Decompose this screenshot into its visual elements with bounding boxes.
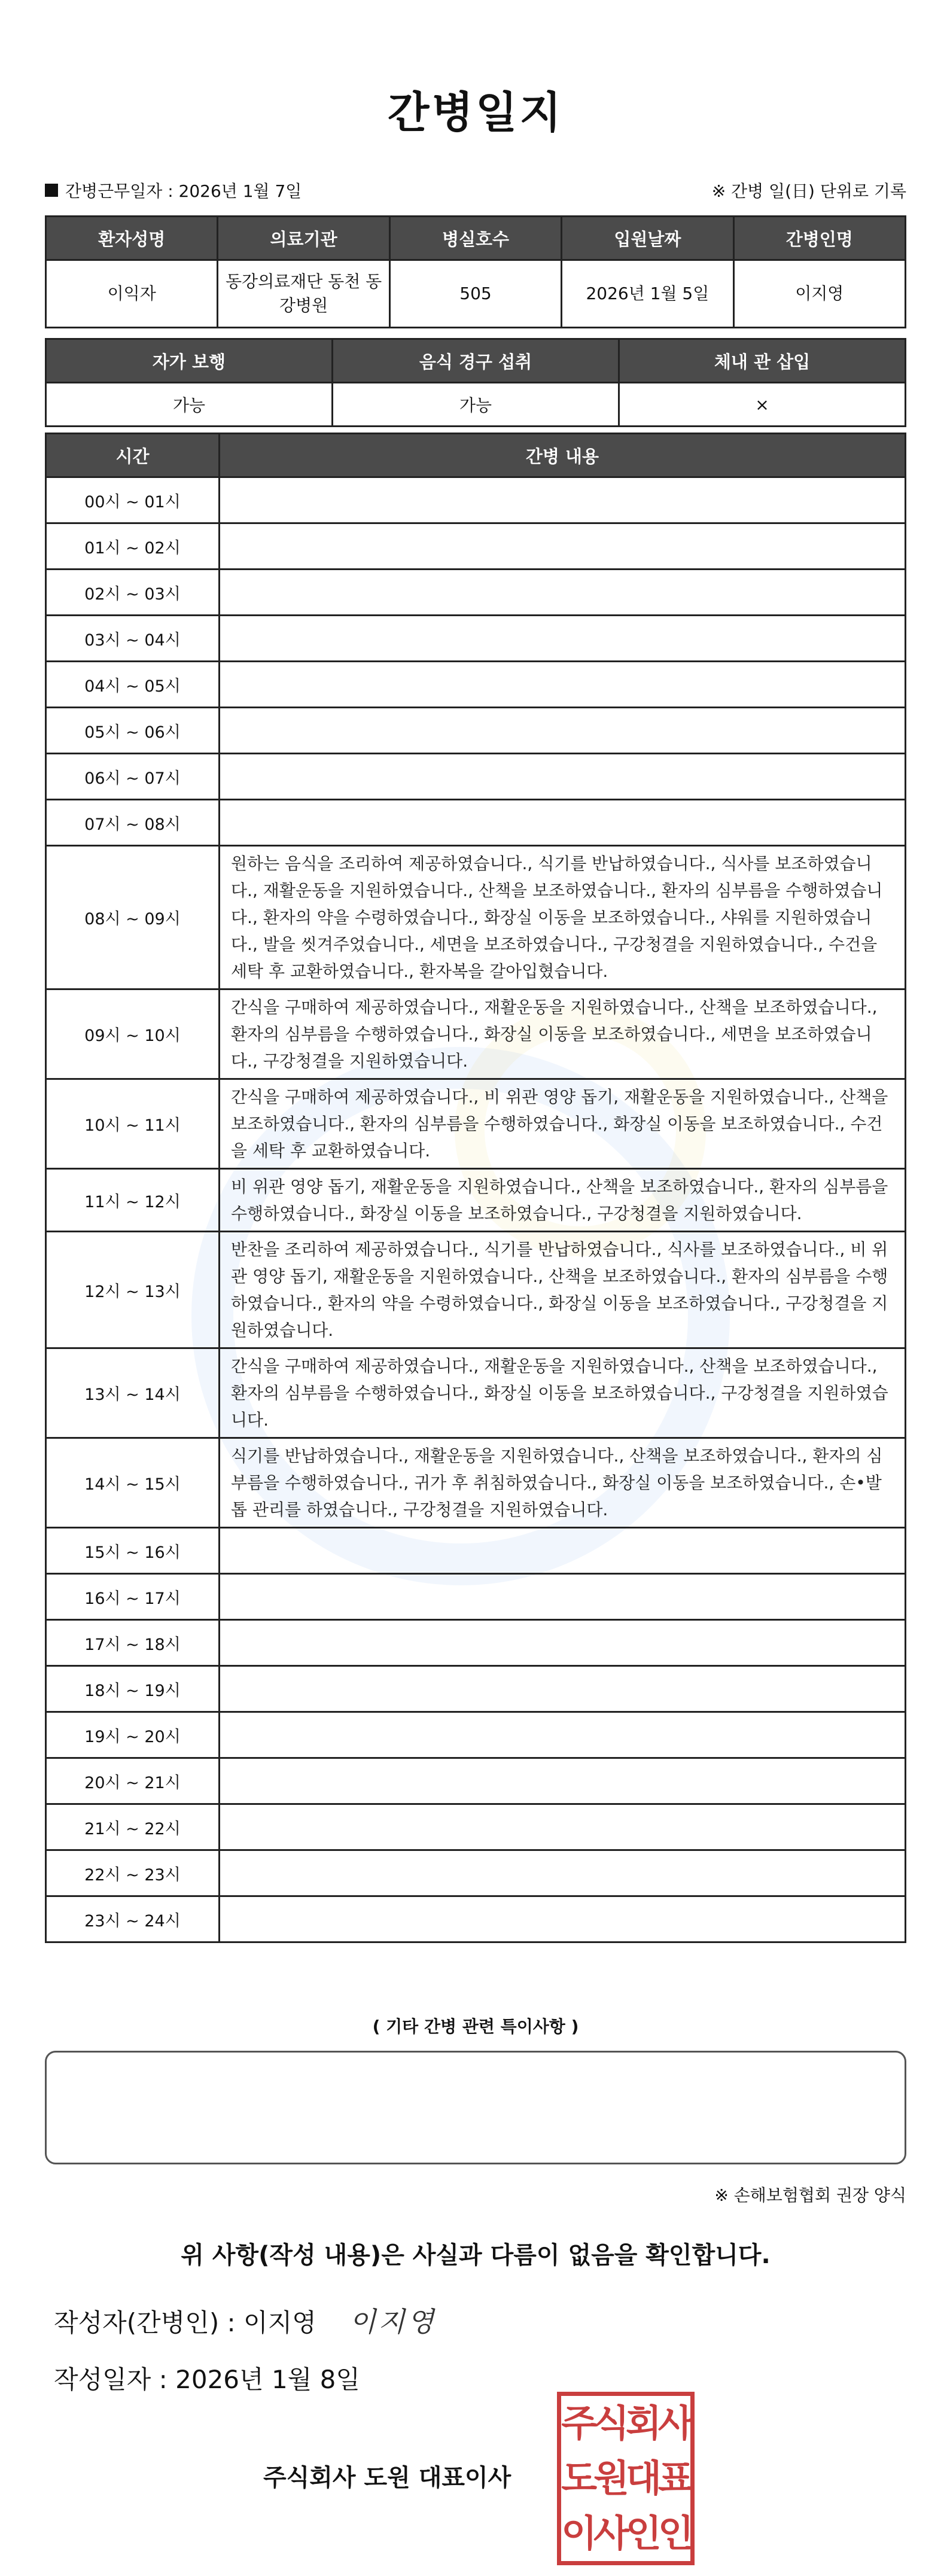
log-row — [46, 1169, 906, 1232]
header-admission-date: 입원날짜 — [562, 217, 733, 260]
recommendation-note: ※ 손해보험협회 권장 양식 — [714, 2185, 906, 2205]
log-time: 14시 ~ 15시 — [46, 1438, 220, 1528]
log-row — [46, 1620, 906, 1666]
log-time: 11시 ~ 12시 — [46, 1169, 220, 1232]
log-row — [46, 1758, 906, 1804]
log-time: 09시 ~ 10시 — [46, 989, 220, 1079]
log-row — [46, 1438, 906, 1528]
page-title: 간병일지 — [387, 87, 564, 138]
seal-line: 주식회사 — [561, 2401, 690, 2445]
log-time: 15시 ~ 16시 — [46, 1528, 220, 1574]
log-content — [220, 800, 906, 846]
log-time: 01시 ~ 02시 — [46, 523, 220, 570]
writer-line — [54, 2300, 436, 2340]
notes-title: ( 기타 간병 관련 특이사항 ) — [372, 2017, 579, 2036]
log-time: 03시 ~ 04시 — [46, 616, 220, 662]
log-row — [46, 800, 906, 846]
log-content: 비 위관 영양 돕기, 재활운동을 지원하였습니다., 산책을 보조하였습니다., 환자의 심부름을 수행하였습니다., 화장실 이동을 보조하였습니다., 구강청결을 지원하였습니다. — [220, 1169, 906, 1232]
work-date-label: 간병근무일자 : 2026년 1월 7일 — [65, 181, 302, 201]
log-content — [220, 1896, 906, 1942]
work-date — [45, 178, 302, 202]
square-bullet-icon — [45, 184, 58, 197]
log-time: 10시 ~ 11시 — [46, 1079, 220, 1169]
log-time: 00시 ~ 01시 — [46, 477, 220, 523]
log-time: 16시 ~ 17시 — [46, 1574, 220, 1620]
log-content: 간식을 구매하여 제공하였습니다., 비 위관 영양 돕기, 재활운동을 지원하였습니다., 산책을 보조하였습니다., 환자의 심부름을 수행하였습니다., 화장실 이동을 보조하였습니다., 수건을 세탁 후 교환하였습니다. — [220, 1079, 906, 1169]
care-log-table — [45, 433, 906, 1943]
log-header-row — [46, 434, 906, 477]
status-value-row — [46, 383, 906, 427]
header-room: 병실호수 — [389, 217, 561, 260]
caregiver-name: 이지영 — [733, 260, 905, 328]
company-seal — [557, 2392, 695, 2565]
log-content — [220, 1850, 906, 1896]
patient-info-table — [45, 215, 906, 328]
log-content — [220, 708, 906, 754]
log-row — [46, 1232, 906, 1348]
log-row — [46, 1712, 906, 1758]
log-content: 식기를 반납하였습니다., 재활운동을 지원하였습니다., 산책을 보조하였습니다., 환자의 심부름을 수행하였습니다., 귀가 후 취침하였습니다., 화장실 이동을 보조하였습니다., 손•발톱 관리를 하였습니다., 구강청결을 지원하였습니다. — [220, 1438, 906, 1528]
log-time: 23시 ~ 24시 — [46, 1896, 220, 1942]
log-content — [220, 616, 906, 662]
patient-status-table — [45, 338, 906, 427]
log-time: 19시 ~ 20시 — [46, 1712, 220, 1758]
header-caregiver: 간병인명 — [733, 217, 905, 260]
log-row — [46, 477, 906, 523]
log-content — [220, 1666, 906, 1712]
log-row — [46, 616, 906, 662]
tube-status: × — [619, 383, 906, 427]
oral-intake-status: 가능 — [333, 383, 619, 427]
log-content — [220, 523, 906, 570]
seal-line: 이사인인 — [561, 2511, 690, 2555]
log-time: 08시 ~ 09시 — [46, 846, 220, 989]
company-name: 주식회사 도원 대표이사 — [263, 2464, 511, 2492]
log-time: 07시 ~ 08시 — [46, 800, 220, 846]
log-row — [46, 1896, 906, 1942]
log-time: 04시 ~ 05시 — [46, 662, 220, 708]
log-content: 간식을 구매하여 제공하였습니다., 재활운동을 지원하였습니다., 산책을 보조하였습니다., 환자의 심부름을 수행하였습니다., 화장실 이동을 보조하였습니다., 세면을 보조하였습니다., 구강청결을 지원하였습니다. — [220, 989, 906, 1079]
log-row — [46, 989, 906, 1079]
patient-info-header-row — [46, 217, 906, 260]
room-number: 505 — [389, 260, 561, 328]
log-time: 21시 ~ 22시 — [46, 1804, 220, 1850]
log-row — [46, 708, 906, 754]
log-content — [220, 570, 906, 616]
log-content: 반찬을 조리하여 제공하였습니다., 식기를 반납하였습니다., 식사를 보조하였습니다., 비 위관 영양 돕기, 재활운동을 지원하였습니다., 산책을 보조하였습니다., 환자의 심부름을 수행하였습니다., 환자의 약을 수령하였습니다., 화장실 이동을 보조하였습니다., 구강청결을 지원하였습니다. — [220, 1232, 906, 1348]
meta-row — [45, 178, 906, 206]
written-date: 작성일자 : 2026년 1월 8일 — [54, 2365, 360, 2394]
header-hospital: 의료기관 — [218, 217, 389, 260]
log-time: 20시 ~ 21시 — [46, 1758, 220, 1804]
log-content — [220, 477, 906, 523]
log-row — [46, 1666, 906, 1712]
admission-date: 2026년 1월 5일 — [562, 260, 733, 328]
log-row — [46, 1804, 906, 1850]
patient-name: 이익자 — [46, 260, 218, 328]
log-content — [220, 1804, 906, 1850]
hospital-name: 동강의료재단 동천 동강병원 — [218, 260, 389, 328]
log-content — [220, 1712, 906, 1758]
log-time: 02시 ~ 03시 — [46, 570, 220, 616]
seal-line: 도원대표 — [561, 2456, 690, 2500]
unit-note: ※ 간병 일(日) 단위로 기록 — [711, 181, 906, 201]
log-content: 간식을 구매하여 제공하였습니다., 재활운동을 지원하였습니다., 산책을 보조하였습니다., 환자의 심부름을 수행하였습니다., 화장실 이동을 보조하였습니다., 구강청결을 지원하였습니다. — [220, 1348, 906, 1438]
log-content: 원하는 음식을 조리하여 제공하였습니다., 식기를 반납하였습니다., 식사를 보조하였습니다., 재활운동을 지원하였습니다., 산책을 보조하였습니다., 환자의 심부름을 수행하였습니다., 환자의 약을 수령하였습니다., 화장실 이동을 보조하였습니다., 샤워를 지원하였습니다., 발을 씻겨주었습니다., 세면을 보조하였습니다., 구강청결을 지원하였습니다., 수건을 세탁 후 교환하였습니다., 환자복을 갈아입혔습니다. — [220, 846, 906, 989]
log-row — [46, 1079, 906, 1169]
header-walking: 자가 보행 — [46, 339, 333, 383]
log-content — [220, 1574, 906, 1620]
log-time: 06시 ~ 07시 — [46, 754, 220, 800]
log-row — [46, 754, 906, 800]
status-header-row — [46, 339, 906, 383]
log-content — [220, 1758, 906, 1804]
log-row — [46, 570, 906, 616]
log-row — [46, 662, 906, 708]
patient-info-value-row — [46, 260, 906, 328]
header-tube: 체내 관 삽입 — [619, 339, 906, 383]
log-content — [220, 1620, 906, 1666]
log-time: 05시 ~ 06시 — [46, 708, 220, 754]
header-oral-intake: 음식 경구 섭취 — [333, 339, 619, 383]
log-time: 13시 ~ 14시 — [46, 1348, 220, 1438]
notes-box — [45, 2051, 906, 2164]
writer-signature: 이지영 — [349, 2306, 437, 2338]
writer-label: 작성자(간병인) : 이지영 — [54, 2308, 316, 2337]
log-row — [46, 523, 906, 570]
log-row — [46, 1348, 906, 1438]
walking-status: 가능 — [46, 383, 333, 427]
log-row — [46, 1528, 906, 1574]
log-content — [220, 662, 906, 708]
log-body — [46, 477, 906, 1942]
log-row — [46, 1850, 906, 1896]
header-time: 시간 — [46, 434, 220, 477]
log-row — [46, 846, 906, 989]
log-time: 18시 ~ 19시 — [46, 1666, 220, 1712]
log-time: 17시 ~ 18시 — [46, 1620, 220, 1666]
header-care-content: 간병 내용 — [220, 434, 906, 477]
log-time: 22시 ~ 23시 — [46, 1850, 220, 1896]
log-content — [220, 1528, 906, 1574]
header-patient-name: 환자성명 — [46, 217, 218, 260]
log-content — [220, 754, 906, 800]
log-row — [46, 1574, 906, 1620]
confirmation-statement: 위 사항(작성 내용)은 사실과 다름이 없음을 확인합니다. — [181, 2242, 771, 2269]
log-time: 12시 ~ 13시 — [46, 1232, 220, 1348]
